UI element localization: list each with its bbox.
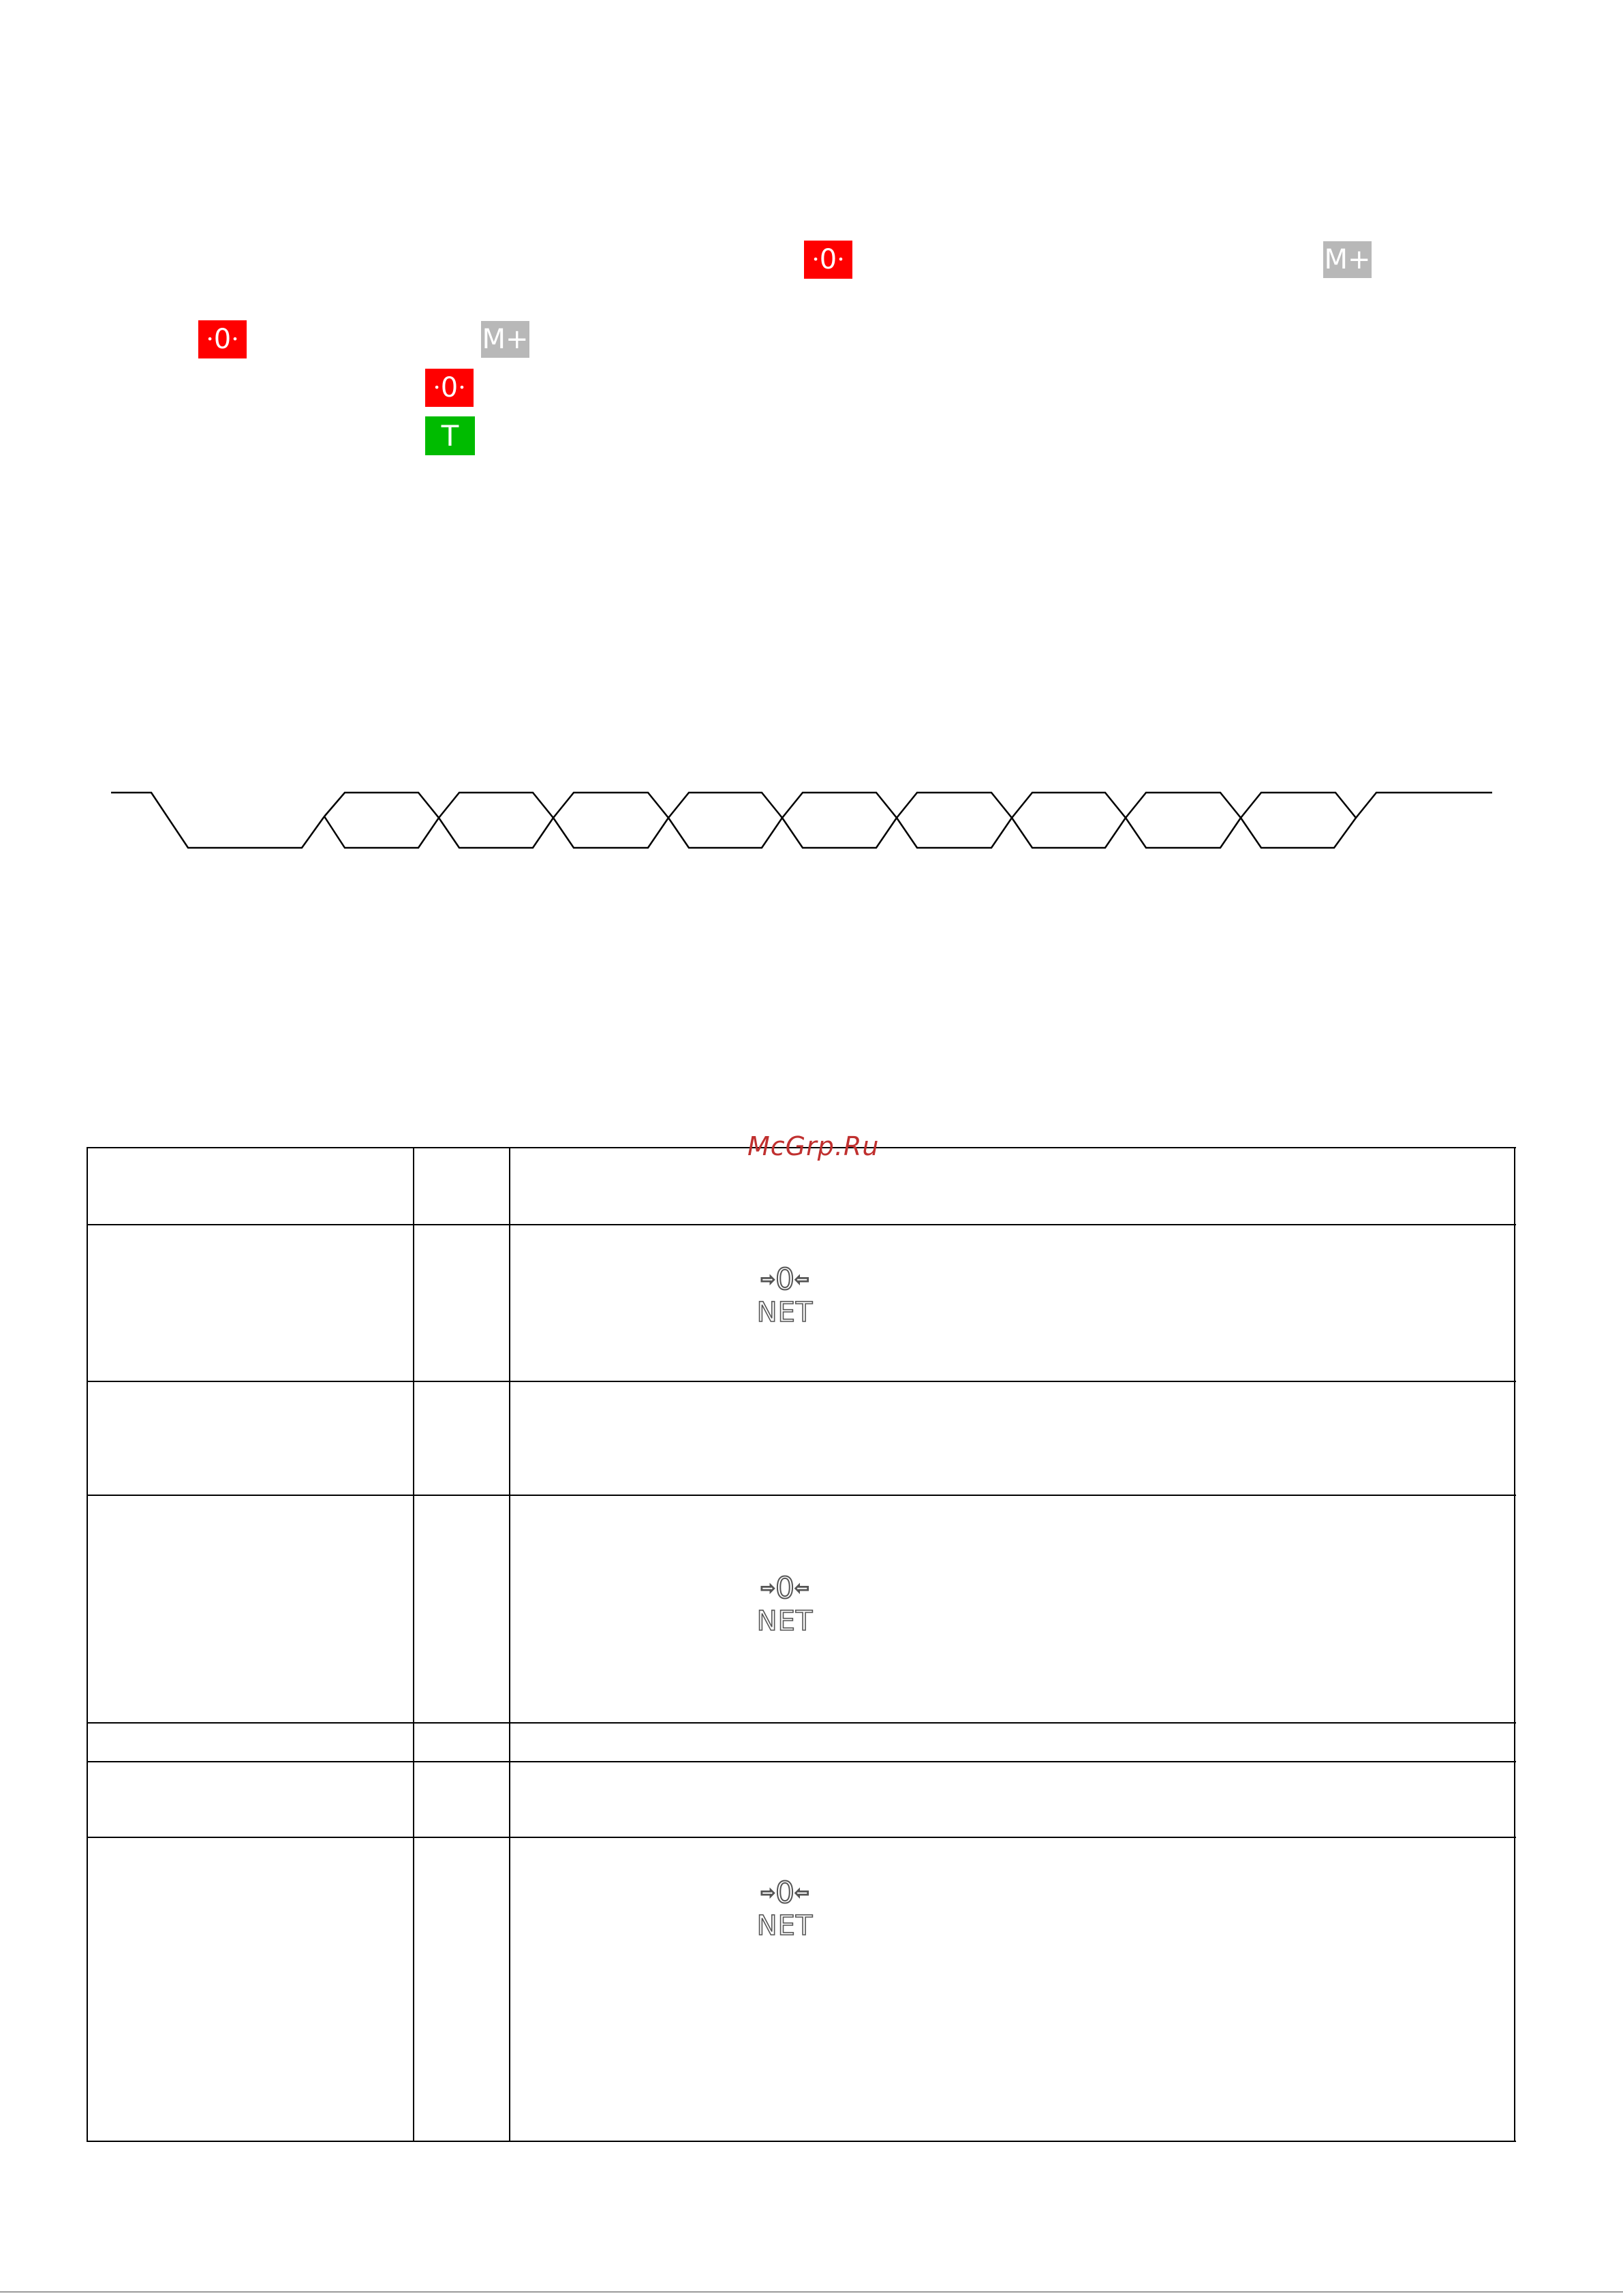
zero-key-label: 0 [819, 244, 837, 275]
footer-rule [0, 2291, 1623, 2293]
data-bits-lower-trace [324, 816, 1356, 848]
zero-indicator-arrow-right: ⇦ [794, 1578, 809, 1599]
zero-key-arrow-right: • [232, 333, 238, 346]
table-border-left [87, 1147, 88, 2142]
zero-indicator-arrow-right: ⇦ [794, 1270, 809, 1290]
zero-indicator-arrow-right: ⇦ [794, 1883, 809, 1903]
table-border-right [1514, 1147, 1515, 2142]
zero-key-arrow-left: • [433, 381, 440, 394]
display-indicator [754, 1262, 816, 1328]
display-indicator [754, 1876, 816, 1941]
zero-key-arrow-left: • [206, 333, 213, 346]
zero-indicator-arrow-left: ⇨ [760, 1883, 775, 1903]
table-row-divider [87, 1837, 1516, 1838]
zero-key-arrow-right: • [459, 381, 465, 394]
net-indicator: NET [756, 1297, 814, 1328]
display-indicator [754, 1571, 816, 1636]
data-bits-upper-trace [324, 793, 1492, 818]
table-row-divider [87, 1761, 1516, 1762]
zero-indicator-icon [754, 1571, 816, 1606]
timing-waveform [111, 793, 1492, 848]
zero-key-label: 0 [440, 372, 459, 403]
zero-indicator-symbol: 0 [775, 1571, 794, 1606]
net-indicator: NET [756, 1910, 814, 1942]
table-row-divider [87, 1495, 1516, 1496]
start-bit-trace [111, 793, 324, 848]
zero-indicator-icon [754, 1876, 816, 1911]
table-border-bottom [87, 2141, 1516, 2142]
table-row-divider [87, 1722, 1516, 1724]
watermark: McGrp.Ru [747, 1131, 880, 1161]
table-row-divider [87, 1381, 1516, 1382]
serial-timing-diagram [0, 0, 1623, 886]
net-indicator: NET [756, 1606, 814, 1637]
zero-indicator-symbol: 0 [775, 1876, 794, 1910]
table-column-divider [509, 1147, 510, 2142]
zero-key-arrow-left: • [812, 253, 819, 266]
zero-key-arrow-right: • [837, 253, 844, 266]
table-row-divider [87, 1224, 1516, 1225]
tare-key-label: T [441, 419, 459, 453]
zero-indicator-arrow-left: ⇨ [760, 1578, 775, 1599]
zero-indicator-icon [754, 1262, 816, 1298]
zero-indicator-symbol: 0 [775, 1262, 794, 1297]
table-column-divider [413, 1147, 414, 2142]
memory-plus-key-label: M+ [482, 324, 529, 355]
zero-indicator-arrow-left: ⇨ [760, 1270, 775, 1290]
zero-key-label: 0 [213, 324, 232, 355]
memory-plus-key-label: M+ [1324, 244, 1371, 275]
